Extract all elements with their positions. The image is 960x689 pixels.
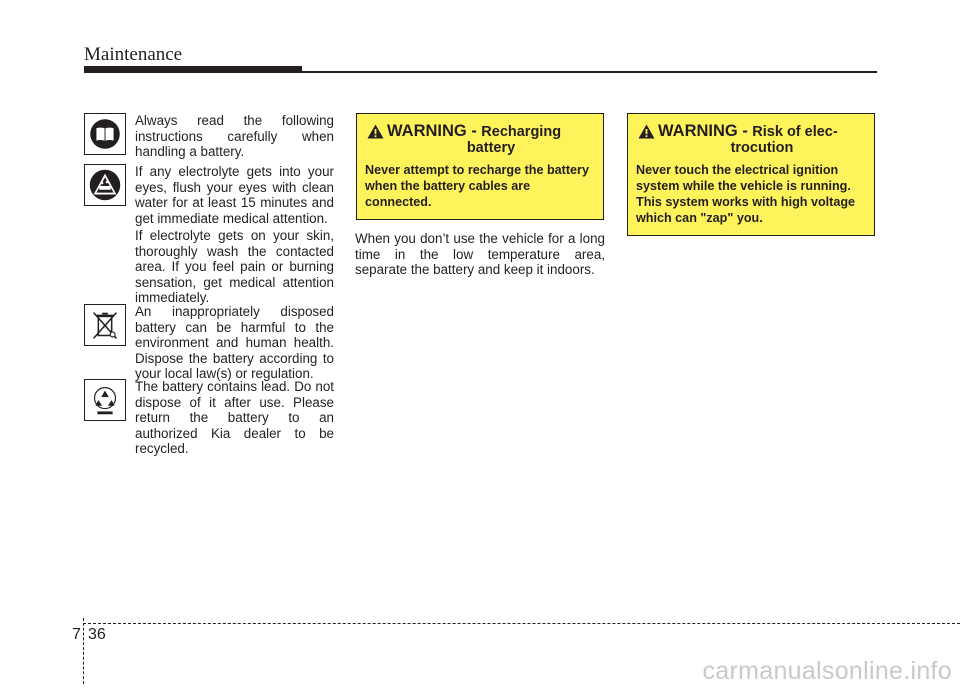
storage-advice-paragraph: When you don’t use the vehicle for a long time in the low temperature area, separate the battery and keep it indoors. [355,231,605,277]
instruction-disposal: An inappropriately disposed battery can be harmful to the environment and human health. Dispose the battery according to your local law(s) or regulation. [135,304,334,381]
header-rule-thick [84,66,302,73]
warning-label: WARNING - [658,122,748,140]
warning-body: Never attempt to recharge the battery when the battery cables are connected. [365,163,589,209]
chapter-number: 7 [72,626,81,643]
recycle-icon [84,379,126,421]
instruction-eye-contact: If any electrolyte gets into your eyes, flush your eyes with clean water for at least 15 minutes and get immediate medical attention. [135,164,334,226]
footer-horizontal-rule [83,623,960,624]
warning-subject-continued: battery [466,140,516,156]
warning-heading [636,122,866,156]
warning-triangle-icon [638,124,655,139]
warning-triangle-icon [367,124,384,139]
crossed-bin-icon [84,304,126,346]
warning-heading [365,122,595,156]
warning-box-recharging [356,113,604,220]
instruction-skin-contact: If electrolyte gets on your skin, thoroughly wash the contacted area. If you feel pain or burning sensation, get medical attention immediately. [135,228,334,305]
warning-box-electrocution [627,113,875,236]
page-number: 36 [88,626,106,643]
acid-warning-icon [84,164,126,206]
footer-vertical-rule [83,618,84,684]
warning-subject: Risk of elec- [752,124,838,140]
manual-book-icon [84,113,126,155]
header-rule-thin [300,71,877,73]
instruction-lead-recycling: The battery contains lead. Do not dispose of it after use. Please return the battery to an authorized Kia dealer to be recycled. [135,379,334,456]
watermark: carmanualsonline.info [702,657,952,685]
warning-subject: Recharging [481,124,562,140]
warning-label: WARNING - [387,122,477,140]
warning-subject-continued: trocution [730,140,794,156]
warning-body: Never touch the electrical ignition system while the vehicle is running. This system works with high voltage which can "zap" you. [636,163,856,225]
instruction-read-carefully: Always read the following instructions carefully when handling a battery. [135,113,334,159]
page-header-title: Maintenance [84,44,183,65]
